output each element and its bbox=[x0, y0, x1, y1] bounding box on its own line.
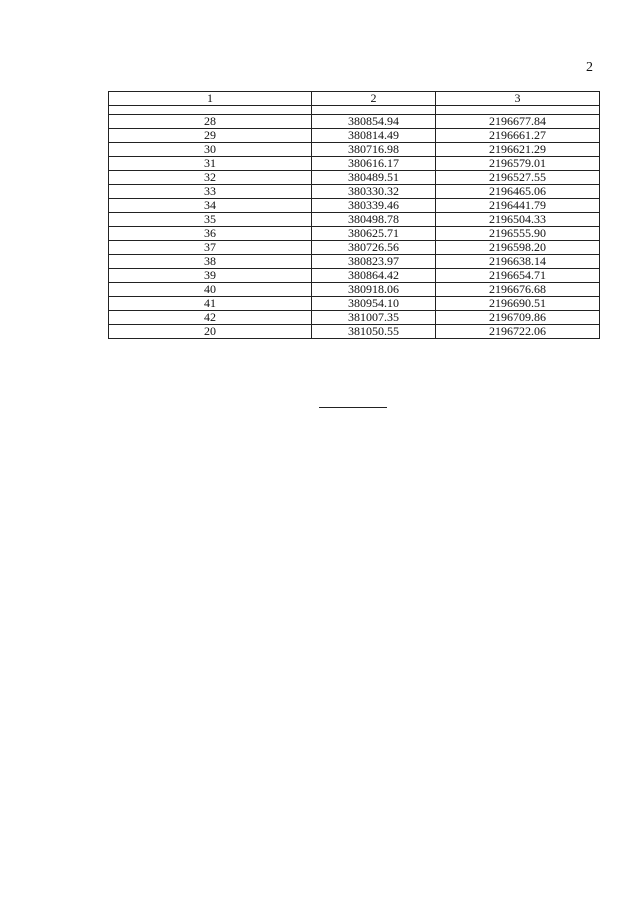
table-row bbox=[109, 143, 600, 157]
table-cell-col-1: 33 bbox=[109, 185, 312, 199]
spacer-cell bbox=[436, 106, 600, 115]
table-cell-col-3: 2196722.06 bbox=[436, 325, 600, 339]
table-header-row bbox=[109, 92, 600, 106]
table-cell-col-1: 28 bbox=[109, 115, 312, 129]
table-cell-col-2: 380330.32 bbox=[312, 185, 436, 199]
table-cell-col-1: 38 bbox=[109, 255, 312, 269]
table-cell-col-1: 34 bbox=[109, 199, 312, 213]
column-header-3: 3 bbox=[436, 92, 600, 106]
table-row bbox=[109, 199, 600, 213]
table-row bbox=[109, 269, 600, 283]
table-cell-col-1: 31 bbox=[109, 157, 312, 171]
table-row bbox=[109, 325, 600, 339]
table-cell-col-3: 2196555.90 bbox=[436, 227, 600, 241]
table-cell-col-3: 2196654.71 bbox=[436, 269, 600, 283]
table-row bbox=[109, 157, 600, 171]
table-cell-col-3: 2196465.06 bbox=[436, 185, 600, 199]
table-cell-col-2: 380954.10 bbox=[312, 297, 436, 311]
table-cell-col-2: 381050.55 bbox=[312, 325, 436, 339]
table-body bbox=[109, 106, 600, 339]
table-cell-col-2: 380726.56 bbox=[312, 241, 436, 255]
spacer-cell bbox=[312, 106, 436, 115]
table-cell-col-1: 39 bbox=[109, 269, 312, 283]
table-cell-col-3: 2196677.84 bbox=[436, 115, 600, 129]
page-number: 2 bbox=[586, 60, 593, 75]
table-row bbox=[109, 129, 600, 143]
table-cell-col-3: 2196579.01 bbox=[436, 157, 600, 171]
table-cell-col-3: 2196690.51 bbox=[436, 297, 600, 311]
table-cell-col-3: 2196527.55 bbox=[436, 171, 600, 185]
table-cell-col-1: 42 bbox=[109, 311, 312, 325]
table-row bbox=[109, 213, 600, 227]
table-cell-col-1: 35 bbox=[109, 213, 312, 227]
table-row bbox=[109, 255, 600, 269]
column-header-1: 1 bbox=[109, 92, 312, 106]
table-cell-col-1: 40 bbox=[109, 283, 312, 297]
table-cell-col-2: 380854.94 bbox=[312, 115, 436, 129]
table-cell-col-3: 2196661.27 bbox=[436, 129, 600, 143]
table-cell-col-1: 37 bbox=[109, 241, 312, 255]
table-cell-col-1: 29 bbox=[109, 129, 312, 143]
table-cell-col-2: 380339.46 bbox=[312, 199, 436, 213]
table-row bbox=[109, 227, 600, 241]
table-cell-col-1: 30 bbox=[109, 143, 312, 157]
table-row bbox=[109, 297, 600, 311]
table-cell-col-2: 380864.42 bbox=[312, 269, 436, 283]
table-spacer-row bbox=[109, 106, 600, 115]
table-row bbox=[109, 311, 600, 325]
table-row bbox=[109, 115, 600, 129]
table-cell-col-3: 2196441.79 bbox=[436, 199, 600, 213]
table-cell-col-2: 380823.97 bbox=[312, 255, 436, 269]
table-cell-col-3: 2196598.20 bbox=[436, 241, 600, 255]
table-cell-col-1: 36 bbox=[109, 227, 312, 241]
table-cell-col-3: 2196676.68 bbox=[436, 283, 600, 297]
table-cell-col-2: 381007.35 bbox=[312, 311, 436, 325]
column-header-2: 2 bbox=[312, 92, 436, 106]
table-row bbox=[109, 283, 600, 297]
table-cell-col-2: 380918.06 bbox=[312, 283, 436, 297]
table-cell-col-2: 380716.98 bbox=[312, 143, 436, 157]
coordinates-table bbox=[108, 91, 600, 339]
table-cell-col-1: 32 bbox=[109, 171, 312, 185]
table-cell-col-3: 2196504.33 bbox=[436, 213, 600, 227]
table-cell-col-3: 2196621.29 bbox=[436, 143, 600, 157]
table-cell-col-3: 2196638.14 bbox=[436, 255, 600, 269]
table-cell-col-1: 41 bbox=[109, 297, 312, 311]
table-row bbox=[109, 185, 600, 199]
end-of-document-rule bbox=[319, 407, 387, 408]
table-cell-col-3: 2196709.86 bbox=[436, 311, 600, 325]
table-cell-col-2: 380625.71 bbox=[312, 227, 436, 241]
spacer-cell bbox=[109, 106, 312, 115]
table-cell-col-2: 380489.51 bbox=[312, 171, 436, 185]
table-cell-col-2: 380498.78 bbox=[312, 213, 436, 227]
table-row bbox=[109, 171, 600, 185]
table-cell-col-2: 380814.49 bbox=[312, 129, 436, 143]
table-cell-col-2: 380616.17 bbox=[312, 157, 436, 171]
table-row bbox=[109, 241, 600, 255]
table-cell-col-1: 20 bbox=[109, 325, 312, 339]
